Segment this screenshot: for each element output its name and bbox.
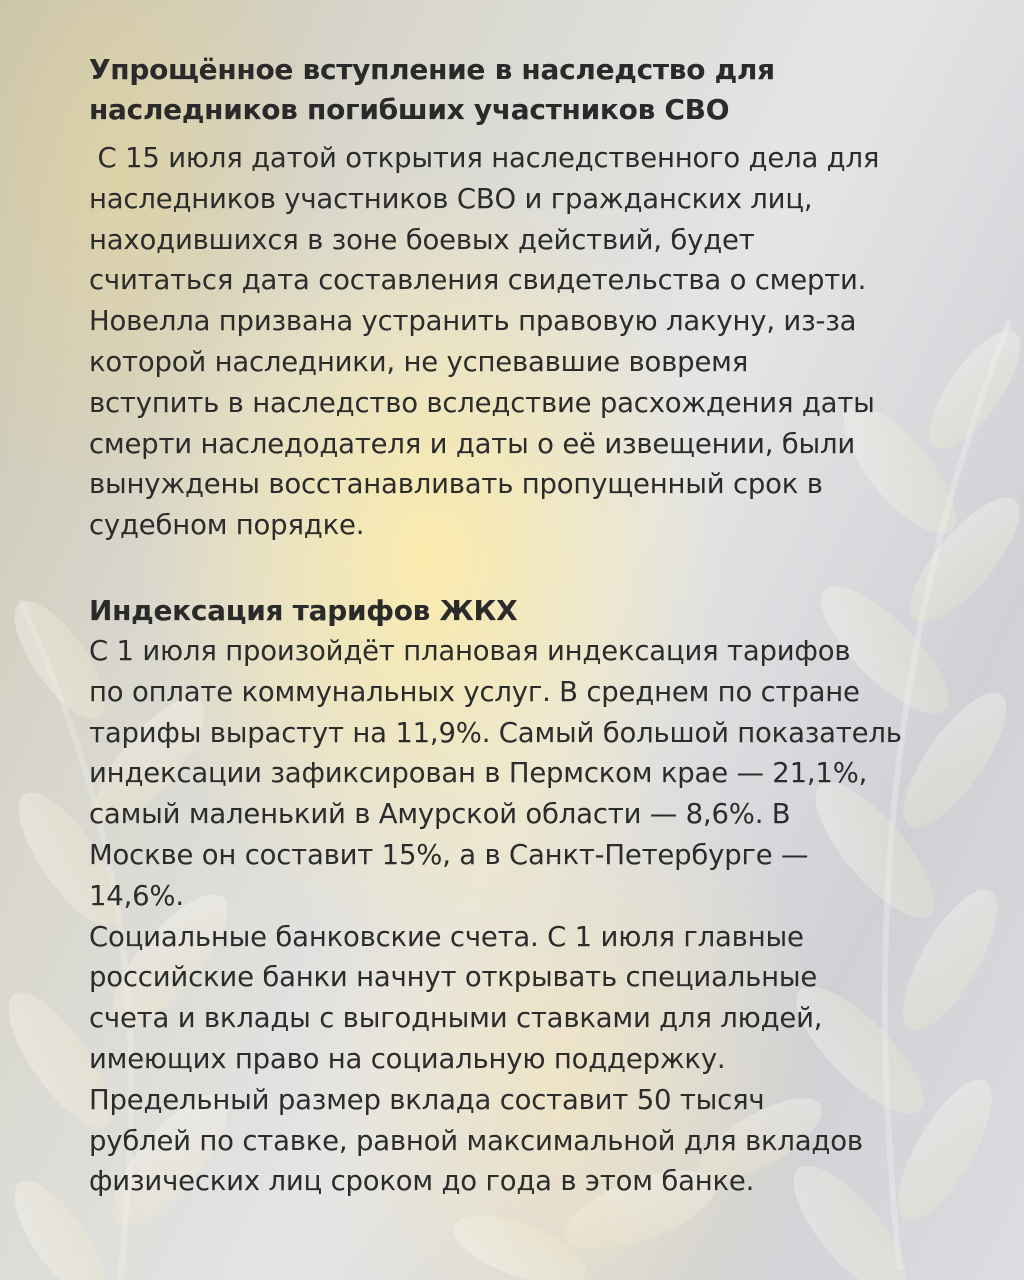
section-body: С 15 июля датой открытия наследственного дела для наследников участников СВО и гражданских лиц, находившихся в зоне боевых действий, будет считаться дата составления свидетельства о смерти. Новелла призвана устранить правовую лакуну, из-за которой наследники, не успевавшие вовремя вступить в наследство вследствие расхождения даты смерти наследодателя и даты о её извещении, были вынуждены восстанавливать пропущенный срок в судебном порядке. <box>89 142 880 542</box>
section-tariffs <box>89 591 969 1202</box>
section-body: С 1 июля произойдёт плановая индексация тарифов по оплате коммунальных услуг. В среднем по стране тарифы вырастут на 11,9%. Самый большой показатель индексации зафиксирован в Пермском крае — 21,1%, самый маленький в Амурской области — 8,6%. В Москве он составит 15%, а в Санкт-Петербурге — 14,6%. Социальные банковские счета. С 1 июля главные российские банки начнут открывать специальные счета и вклады с выгодными ставками для людей, имеющих право на социальную поддержку. Предельный размер вклада составит 50 тысяч рублей по ставке, равной максимальной для вкладов физических лиц сроком до года в этом банке. <box>89 634 902 1198</box>
section-inheritance <box>89 50 969 546</box>
section-title: Индексация тарифов ЖКХ <box>89 593 518 627</box>
article <box>89 50 969 1202</box>
section-title: Упрощённое вступление в наследство для наследников погибших участников СВО <box>89 53 775 126</box>
